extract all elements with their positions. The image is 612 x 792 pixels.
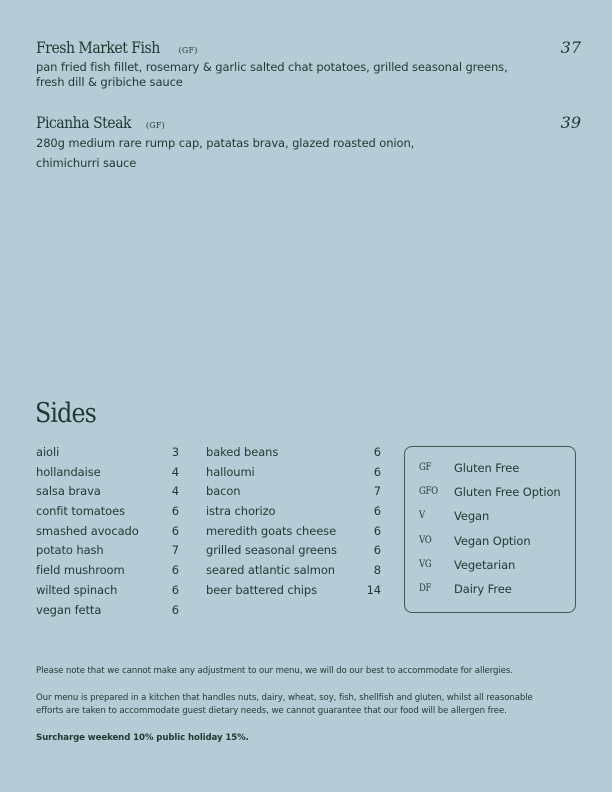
legend-code: GF [419, 462, 432, 473]
side-item [36, 581, 179, 601]
side-item-name: seared atlantic salmon [206, 563, 335, 578]
side-item-name: baked beans [206, 445, 279, 459]
description-line: fresh dill & gribiche sauce [36, 75, 183, 89]
legend-label: Gluten Free [454, 461, 520, 475]
sides-column-1 [36, 443, 179, 620]
side-item-name: istra chorizo [206, 504, 276, 519]
menu-item-diet-tag: (GF) [145, 121, 165, 130]
legend-label: Vegan [454, 509, 490, 524]
menu-item-price: 37 [560, 38, 581, 57]
side-item-price: 6 [373, 543, 381, 558]
description-line: chimichurri sauce [36, 156, 137, 170]
legend-item [405, 485, 575, 509]
menu-item-description [36, 60, 536, 90]
description-line: pan fried fish fillet, rosemary & garlic salted chat potatoes, grilled seasonal greens, [36, 60, 508, 74]
side-item-name: hollandaise [36, 464, 101, 479]
side-item-name: wilted spinach [36, 582, 118, 597]
side-item-price: 6 [373, 464, 381, 479]
side-item-price: 7 [171, 543, 179, 558]
dietary-legend [404, 446, 576, 613]
side-item [206, 522, 381, 542]
allergen-note [36, 692, 566, 718]
side-item-name: grilled seasonal greens [206, 543, 337, 558]
legend-code: V [419, 510, 425, 522]
legend-label: Gluten Free Option [454, 485, 561, 500]
side-item-name: confit tomatoes [36, 504, 125, 519]
side-item [36, 601, 179, 621]
side-item [36, 502, 179, 522]
surcharge-note: Surcharge weekend 10% public holiday 15%. [36, 733, 249, 743]
side-item-name: salsa brava [36, 484, 101, 499]
sides-heading: Sides [35, 398, 96, 429]
allergen-note-line: Our menu is prepared in a kitchen that handles nuts, dairy, wheat, soy, fish, shellfish and gluten, whilst all reasonable [36, 693, 533, 703]
legend-item [405, 534, 575, 558]
side-item-price: 6 [171, 602, 179, 617]
legend-item [405, 558, 575, 582]
menu-item-picanha-steak [36, 113, 581, 173]
side-item [206, 541, 381, 561]
legend-item [405, 461, 575, 485]
side-item-price: 6 [373, 445, 381, 459]
legend-code: DF [419, 582, 432, 594]
legend-code: VO [419, 534, 432, 546]
side-item-name: beer battered chips [206, 582, 317, 597]
side-item-price: 6 [171, 504, 179, 519]
side-item [206, 561, 381, 581]
side-item [36, 463, 179, 483]
menu-item-diet-tag: (GF) [178, 46, 198, 55]
side-item-price: 6 [373, 504, 381, 519]
side-item-price: 6 [171, 563, 179, 578]
legend-label: Dairy Free [454, 581, 512, 596]
menu-item-price: 39 [560, 113, 581, 132]
side-item [206, 502, 381, 522]
side-item-price: 6 [171, 582, 179, 597]
side-item-name: bacon [206, 484, 241, 499]
side-item-price: 6 [373, 523, 381, 538]
menu-item-fresh-market-fish [36, 38, 581, 90]
side-item-name: smashed avocado [36, 523, 139, 538]
side-item-price: 4 [171, 464, 179, 479]
side-item [36, 522, 179, 542]
sides-column-2 [206, 443, 381, 601]
legend-item [405, 509, 575, 533]
side-item [36, 541, 179, 561]
side-item [206, 443, 381, 463]
adjustment-note: Please note that we cannot make any adjustment to our menu, we will do our best to accommodate for allergies. [36, 666, 513, 676]
side-item [36, 443, 179, 463]
side-item-price: 7 [373, 484, 381, 499]
side-item [206, 463, 381, 483]
allergen-note-line: efforts are taken to accommodate guest dietary needs, we cannot guarantee that our food will be allergen free. [36, 706, 507, 716]
menu-item-description [36, 133, 536, 173]
menu-item-name: Picanha Steak [36, 113, 131, 132]
side-item [206, 581, 381, 601]
side-item-name: halloumi [206, 464, 255, 479]
menu-item-header [36, 113, 581, 135]
side-item-price: 14 [366, 582, 381, 597]
side-item-name: aioli [36, 445, 60, 459]
side-item-price: 3 [171, 445, 179, 459]
menu-item-name: Fresh Market Fish [36, 38, 160, 57]
side-item-name: potato hash [36, 543, 104, 558]
side-item-name: vegan fetta [36, 602, 102, 617]
legend-item [405, 582, 575, 606]
side-item-price: 8 [373, 563, 381, 578]
side-item [36, 482, 179, 502]
side-item-price: 4 [171, 484, 179, 499]
side-item-name: meredith goats cheese [206, 523, 337, 538]
side-item-name: field mushroom [36, 563, 125, 578]
side-item [206, 482, 381, 502]
legend-label: Vegan Option [454, 533, 531, 548]
menu-item-header [36, 38, 581, 60]
description-line: 280g medium rare rump cap, patatas brava, glazed roasted onion, [36, 136, 415, 150]
side-item [36, 561, 179, 581]
side-item-price: 6 [171, 523, 179, 538]
legend-label: Vegetarian [454, 557, 516, 572]
legend-code: VG [419, 558, 432, 570]
legend-code: GFO [419, 486, 438, 498]
